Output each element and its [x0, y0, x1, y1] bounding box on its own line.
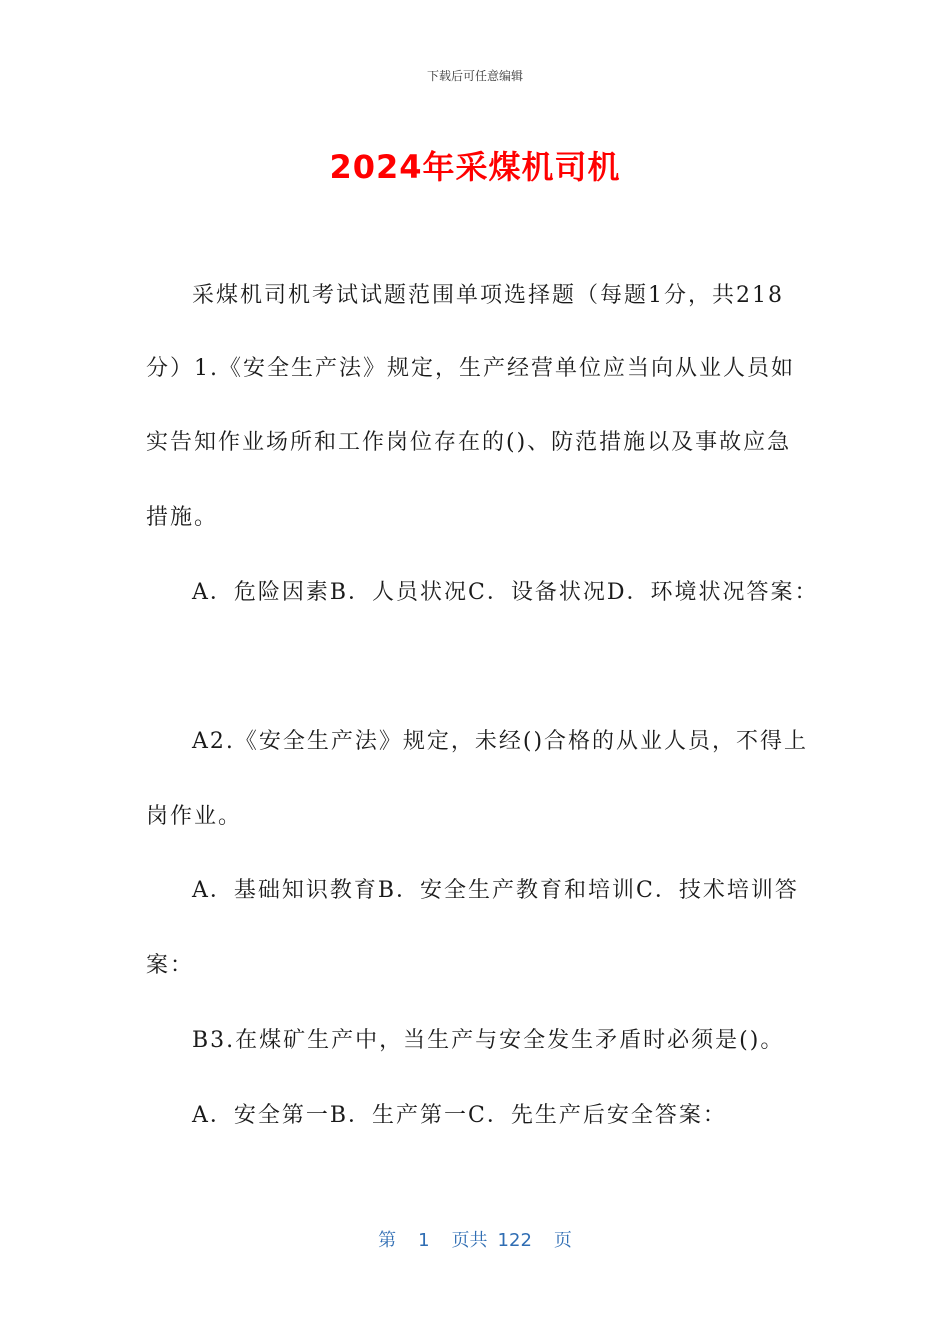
page-footer	[0, 1226, 950, 1252]
footer-page-prefix: 第	[378, 1230, 397, 1251]
body-line: 分）1.《安全生产法》规定，生产经营单位应当向从业人员如	[146, 356, 795, 381]
body-line: A2.《安全生产法》规定，未经()合格的从业人员，不得上	[192, 729, 809, 754]
footer-page-middle: 页共	[451, 1230, 488, 1251]
header-note: 下载后可任意编辑	[426, 69, 523, 83]
footer-page-suffix: 页	[553, 1230, 572, 1251]
body-line: 岗作业。	[146, 804, 243, 829]
document-title: 2024年采煤机司机	[329, 148, 621, 186]
body-line: 实告知作业场所和工作岗位存在的()、防范措施以及事故应急	[146, 430, 792, 455]
body-line: B3.在煤矿生产中，当生产与安全发生矛盾时必须是()。	[192, 1028, 785, 1053]
footer-total-pages: 122	[497, 1230, 532, 1251]
body-line: 案：	[146, 953, 195, 978]
answer-options-line: A．安全第一B．生产第一C．先生产后安全答案：	[192, 1103, 727, 1128]
body-line: 措施。	[146, 505, 219, 530]
body-line: 采煤机司机考试试题范围单项选择题（每题1分，共218	[192, 283, 784, 308]
answer-options-line: A．危险因素B．人员状况C．设备状况D．环境状况答案：	[192, 580, 819, 605]
answer-options-line: A．基础知识教育B．安全生产教育和培训C．技术培训答	[192, 878, 799, 903]
footer-page-number: 1	[418, 1230, 430, 1251]
